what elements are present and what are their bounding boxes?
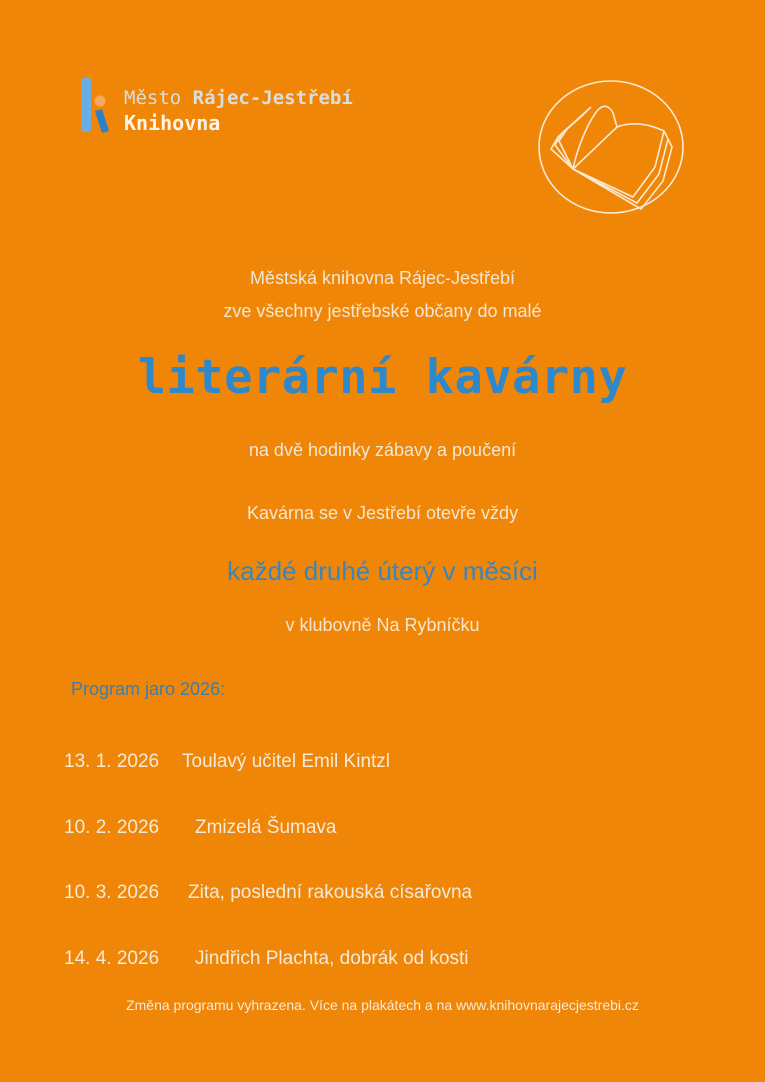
program-item <box>64 817 337 839</box>
intro-line-1: Městská knihovna Rájec-Jestřebí <box>249 268 516 288</box>
event-subtitle: na dvě hodinky zábavy a poučení <box>248 440 517 460</box>
logo-city-prefix: Město <box>124 87 182 109</box>
opening-line: Kavárna se v Jestřebí otevře vždy <box>246 503 519 523</box>
program-title: Jindřich Plachta, dobrák od kosti <box>195 948 469 969</box>
program-date: 14. 4. 2026 <box>64 948 160 969</box>
logo-city <box>124 86 353 111</box>
program-date: 10. 2. 2026 <box>64 817 160 838</box>
event-title: literární kavárny <box>137 350 628 405</box>
program-item <box>64 948 469 970</box>
logo-text <box>124 86 353 136</box>
schedule-highlight: každé druhé úterý v měsíci <box>227 556 538 586</box>
program-item <box>64 751 390 773</box>
venue: v klubovně Na Rybníčku <box>285 615 480 635</box>
program-title: Zita, poslední rakouská císařovna <box>188 882 473 903</box>
program-date: 13. 1. 2026 <box>64 751 160 772</box>
footer-note: Změna programu vyhrazena. Více na plakátech a na www.knihovnarajecjestrebi.cz <box>126 997 639 1013</box>
program-date: 10. 3. 2026 <box>64 882 160 903</box>
intro-line-2: zve všechny jestřebské občany do malé <box>223 301 542 321</box>
program-title: Toulavý učitel Emil Kintzl <box>182 751 391 772</box>
intro-text <box>0 262 765 328</box>
program-heading: Program jaro 2026: <box>71 679 226 699</box>
program-item <box>64 882 472 904</box>
open-book-in-circle-icon <box>537 79 685 215</box>
logo-city-name: Rájec-Jestřebí <box>192 87 353 109</box>
library-k-logo-icon <box>80 78 110 134</box>
library-logo <box>80 78 400 138</box>
program-title: Zmizelá Šumava <box>195 817 337 838</box>
logo-subtitle: Knihovna <box>124 111 221 135</box>
